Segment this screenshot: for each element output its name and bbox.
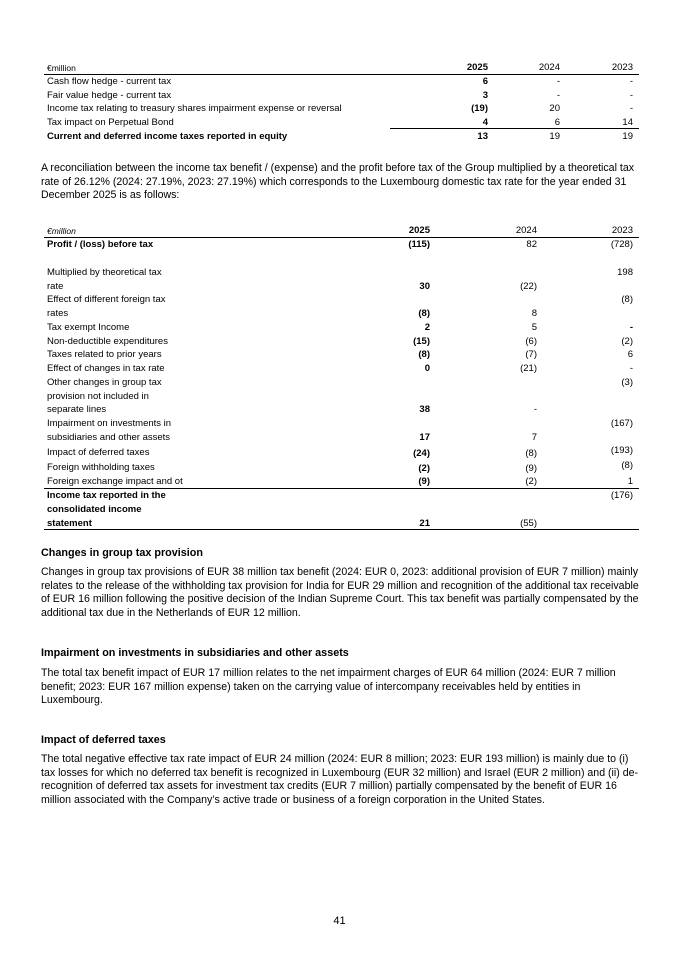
value-2025: 30 — [419, 281, 430, 292]
value-2024: - — [556, 76, 560, 87]
total-label-cont: consolidated income — [47, 504, 142, 515]
value-2023: - — [629, 363, 633, 374]
row-label: Foreign exchange impact and ot — [47, 476, 183, 487]
value-2025: 3 — [482, 90, 488, 101]
value-2023: (8) — [621, 294, 633, 305]
table2-header-2023: 2023 — [611, 225, 633, 236]
value-2025: (9) — [418, 476, 430, 487]
table2-header-2025: 2025 — [408, 225, 430, 236]
value-2024: (22) — [520, 281, 537, 292]
table1-header-2023: 2023 — [611, 62, 633, 73]
value-2024: 7 — [531, 432, 537, 443]
table2-unit-header: €million — [47, 226, 76, 236]
row-label: Effect of different foreign tax — [47, 294, 166, 305]
row-label: Tax exempt Income — [47, 322, 130, 333]
row-label: Multiplied by theoretical tax — [47, 267, 162, 278]
value-2023: (193) — [610, 445, 633, 456]
value-2023: 6 — [627, 349, 633, 360]
value-2023: - — [629, 90, 633, 101]
row-label-cont: rates — [47, 308, 69, 319]
value-2024: 5 — [531, 322, 537, 333]
value-2023: (3) — [621, 377, 633, 388]
value-2024: 20 — [549, 103, 560, 114]
row-label: Non-deductible expenditures — [47, 336, 168, 347]
value-2023: 14 — [622, 117, 633, 128]
total-2023: (176) — [610, 490, 633, 501]
row-label: Effect of changes in tax rate — [47, 363, 165, 374]
value-2025: 17 — [419, 432, 430, 443]
table1-total-rule — [390, 128, 639, 129]
row-label: Impairment on investments in — [47, 418, 172, 429]
value-2025: 2 — [424, 322, 430, 333]
value-2025: (115) — [408, 239, 430, 250]
reconciliation-intro: A reconciliation between the income tax benefit / (expense) and the profit before tax of the Group multiplied by a theoretical tax rate of 26.12% (2024: 27.19%, 2023: 27.19%) which corresponds to the Luxembourg domestic tax rate for the year ended 31 December 2025 is as follows: — [41, 162, 635, 202]
page-number: 41 — [333, 915, 346, 927]
table1-unit-header: €million — [47, 63, 76, 73]
table2-header-2024: 2024 — [515, 225, 537, 236]
value-2023: (728) — [610, 239, 633, 250]
value-2025: (15) — [413, 336, 430, 347]
value-2023: (167) — [610, 418, 633, 429]
value-2025: 38 — [419, 404, 430, 415]
total-label: Income tax reported in the — [47, 490, 166, 501]
total-2025: 13 — [477, 131, 488, 142]
value-2024: (7) — [525, 349, 537, 360]
total-2024: 19 — [549, 131, 560, 142]
value-2025: 6 — [482, 76, 488, 87]
value-2024: 82 — [526, 239, 537, 250]
value-2023: (2) — [621, 336, 633, 347]
value-2024: 6 — [554, 117, 560, 128]
value-2025: (8) — [418, 349, 430, 360]
total-2025: 21 — [419, 518, 430, 529]
value-2024: (6) — [525, 336, 537, 347]
row-label: Cash flow hedge - current tax — [47, 76, 172, 87]
row-label-cont: provision not included in — [47, 391, 149, 402]
value-2025: (8) — [418, 308, 430, 319]
value-2025: (24) — [413, 448, 430, 459]
row-label: Foreign withholding taxes — [47, 462, 155, 473]
value-2024: 8 — [531, 308, 537, 319]
section-heading: Impact of deferred taxes — [41, 734, 166, 746]
total-label-cont: statement — [47, 518, 92, 529]
section-body: The total tax benefit impact of EUR 17 million relates to the net impairment charges of EUR 64 million (2024: EUR 7 million benefit; 2023: EUR 167 million expense) taken on the carrying value of intercompany receivables held by entities in Luxembourg. — [41, 667, 616, 707]
value-2024: (8) — [525, 448, 537, 459]
table1-header-2024: 2024 — [538, 62, 560, 73]
row-label: Profit / (loss) before tax — [47, 239, 154, 250]
section-body: The total negative effective tax rate impact of EUR 24 million (2024: EUR 8 million; 2023: EUR 193 million) is mainly due to (i) tax losses for which no deferred tax benefit is recognized in Luxembourg (EUR 32 million) and Israel (EUR 2 million) and (ii) de-recognition of deferred tax assets for investment tax credits (EUR 7 million) partially compensated by the benefit of EUR 16 million associated with the Company’s active trade or business of a foreign corporation in the United States. — [41, 753, 639, 806]
value-2024: (21) — [520, 363, 537, 374]
value-2023: - — [629, 322, 633, 333]
value-2023: - — [629, 76, 633, 87]
section-heading: Changes in group tax provision — [41, 547, 203, 559]
table2-total-rule-bottom — [44, 529, 639, 530]
total-2024: (55) — [520, 518, 537, 529]
row-label: Other changes in group tax — [47, 377, 162, 388]
value-2023: (8) — [621, 460, 633, 471]
value-2024: - — [556, 90, 560, 101]
table1-header-2025: 2025 — [466, 62, 488, 73]
value-2023: - — [629, 103, 633, 114]
row-label: Taxes related to prior years — [47, 349, 162, 360]
row-label: Fair value hedge - current tax — [47, 90, 172, 101]
row-label: Impact of deferred taxes — [47, 447, 150, 458]
value-2024: (2) — [525, 476, 537, 487]
total-2023: 19 — [622, 131, 633, 142]
row-label-cont: rate — [47, 281, 64, 292]
value-2025: (19) — [471, 103, 488, 114]
value-2023: 198 — [617, 267, 633, 278]
row-label-cont: separate lines — [47, 404, 107, 415]
row-label: Tax impact on Perpetual Bond — [47, 117, 174, 128]
row-label: Income tax relating to treasury shares impairment expense or reversal — [47, 103, 342, 114]
total-label: Current and deferred income taxes reported in equity — [47, 131, 288, 142]
section-body: Changes in group tax provisions of EUR 38 million tax benefit (2024: EUR 0, 2023: additional provision of EUR 7 million) mainly relates to the release of the withholding tax provision for India for EUR 29 million and recognition of the additional tax receivable of EUR 16 million following the positive decision of the Indian Supreme Court. This tax benefit was partially compensated by the additional tax due in the Netherlands of EUR 12 million. — [41, 566, 639, 619]
value-2023: 1 — [627, 476, 633, 487]
section-heading: Impairment on investments in subsidiaries and other assets — [41, 647, 349, 659]
value-2025: 4 — [482, 117, 488, 128]
value-2024: (9) — [525, 463, 537, 474]
value-2024: - — [533, 404, 537, 415]
value-2025: (2) — [418, 463, 430, 474]
value-2025: 0 — [424, 363, 430, 374]
row-label-cont: subsidiaries and other assets — [47, 432, 171, 443]
